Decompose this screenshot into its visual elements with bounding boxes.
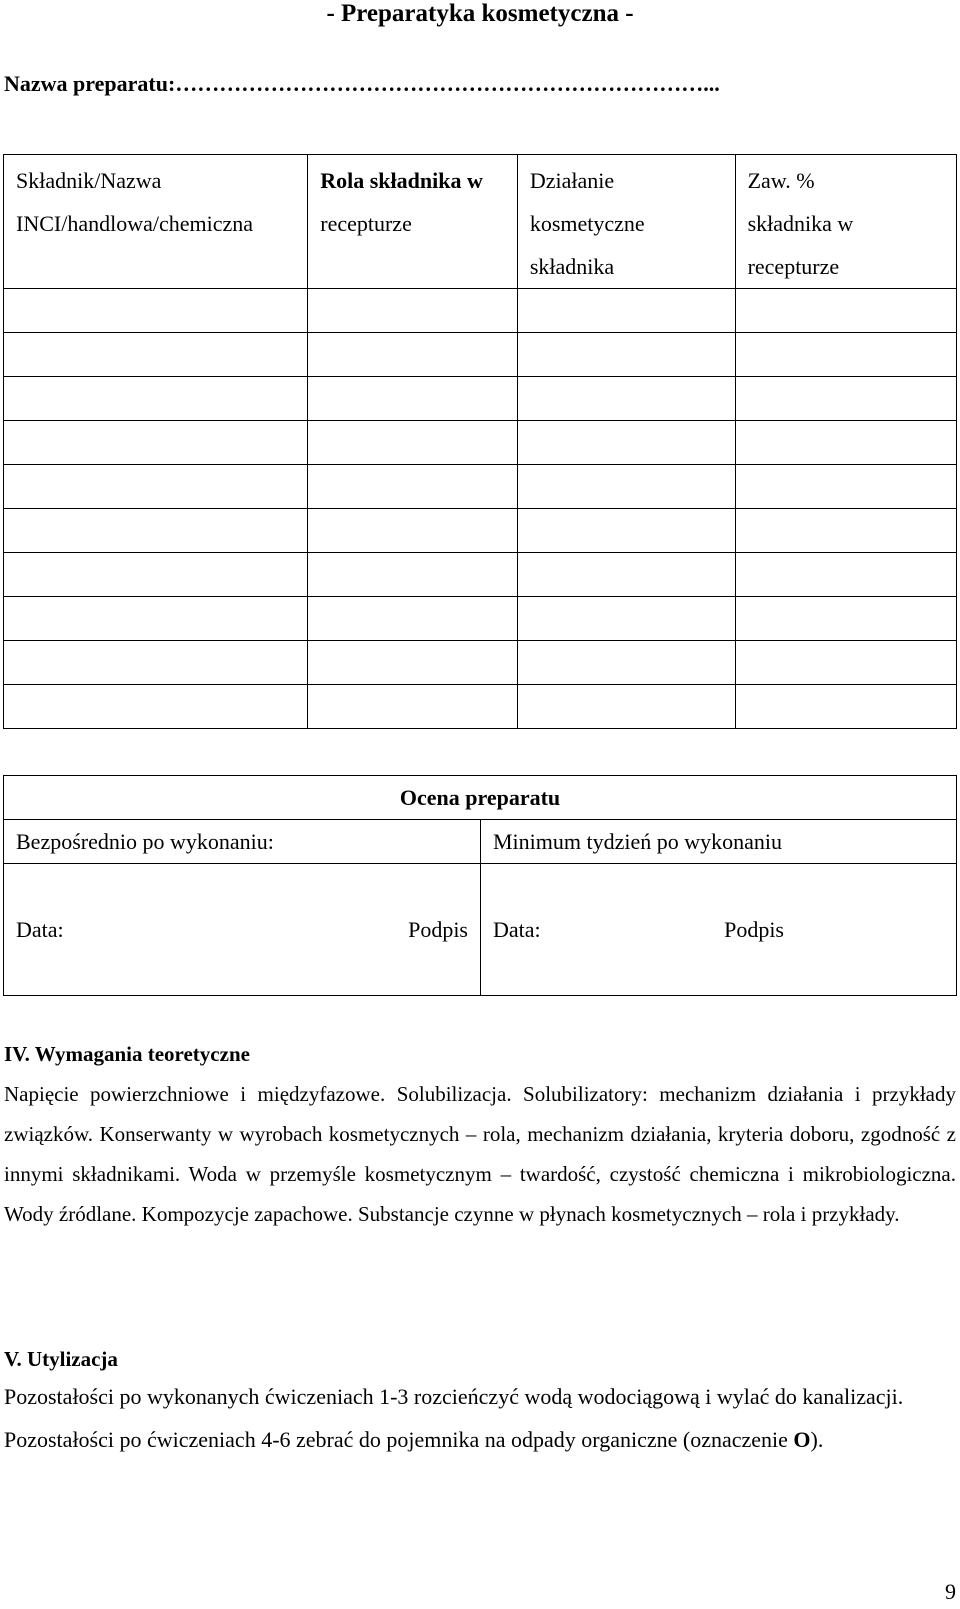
table-cell[interactable]	[4, 289, 308, 333]
table-cell[interactable]	[4, 333, 308, 377]
table-cell[interactable]	[735, 597, 956, 641]
disposal-marker: O	[793, 1427, 811, 1452]
preparation-name-field[interactable]: Nazwa preparatu:………………………………………………………………...	[4, 71, 720, 96]
table-cell[interactable]	[4, 641, 308, 685]
table-cell[interactable]	[517, 377, 735, 421]
table-cell[interactable]	[4, 509, 308, 553]
section-theoretical-requirements	[4, 1040, 956, 1234]
signature-label: Podpis	[408, 916, 468, 942]
table-cell[interactable]	[308, 333, 518, 377]
table-cell[interactable]	[735, 553, 956, 597]
header-line: składnika	[529, 254, 615, 279]
section-text: Napięcie powierzchniowe i międzyfazowe. Solubilizacja. Solubilizatory: mechanizm działania i przykłady związków. Konserwanty w wyrobach kosmetycznych – rola, mechanizm działania, kryteria doboru, zgodność z innymi składnikami. Woda w przemyśle kosmetycznym – twardość, czystość chemiczna i mikrobiologiczna. Wody źródlane. Kompozycje zapachowe. Substancje czynne w płynach kosmetycznych – rola i przykłady.	[4, 1082, 956, 1226]
column-header-role	[308, 155, 518, 289]
table-header-row	[4, 155, 957, 289]
table-cell[interactable]	[4, 377, 308, 421]
table-cell[interactable]	[4, 685, 308, 729]
table-row	[4, 465, 957, 509]
table-cell[interactable]	[735, 509, 956, 553]
table-cell[interactable]	[4, 597, 308, 641]
assessment-week-label: Minimum tydzień po wykonaniu	[481, 820, 957, 864]
disposal-text-end: ).	[810, 1427, 824, 1452]
ingredients-table-body	[4, 289, 957, 729]
table-cell[interactable]	[517, 509, 735, 553]
table-row	[4, 421, 957, 465]
table-cell[interactable]	[735, 465, 956, 509]
date-label: Data:	[493, 916, 541, 942]
table-row	[4, 377, 957, 421]
table-cell[interactable]	[517, 465, 735, 509]
header-line: Działanie	[529, 168, 615, 193]
table-cell[interactable]	[735, 377, 956, 421]
assessment-immediate-sign-cell[interactable]	[4, 864, 481, 996]
table-row	[4, 597, 957, 641]
table-cell[interactable]	[4, 421, 308, 465]
table-cell[interactable]	[308, 509, 518, 553]
table-cell[interactable]	[735, 641, 956, 685]
section-disposal	[4, 1345, 956, 1461]
table-row	[4, 553, 957, 597]
table-cell[interactable]	[308, 421, 518, 465]
header-line: Zaw. %	[747, 168, 815, 193]
table-cell[interactable]	[517, 289, 735, 333]
header-line: INCI/handlowa/chemiczna	[16, 211, 254, 236]
page-number: 9	[945, 1579, 956, 1604]
header-line: kosmetyczne	[529, 211, 645, 236]
header-line: Rola składnika w	[320, 168, 483, 193]
section-text	[4, 1375, 956, 1461]
table-cell[interactable]	[308, 289, 518, 333]
table-cell[interactable]	[308, 465, 518, 509]
table-cell[interactable]	[308, 685, 518, 729]
header-line: składnika w	[747, 211, 854, 236]
disposal-text: Pozostałości po wykonanych ćwiczeniach 1-3 rozcieńczyć wodą wodociągową i wylać do kanalizacji. Pozostałości po ćwiczeniach 4-6 zebrać do pojemnika na odpady organiczne (oznaczenie	[4, 1384, 904, 1452]
table-cell[interactable]	[308, 597, 518, 641]
table-cell[interactable]	[308, 641, 518, 685]
ingredients-table	[3, 154, 957, 729]
table-cell[interactable]	[735, 333, 956, 377]
table-row	[4, 509, 957, 553]
assessment-header: Ocena preparatu	[4, 776, 957, 820]
document-title: - Preparatyka kosmetyczna -	[326, 0, 634, 27]
section-heading: IV. Wymagania teoretyczne	[4, 1042, 250, 1066]
header-line: Składnik/Nazwa	[16, 168, 162, 193]
table-cell[interactable]	[308, 377, 518, 421]
table-cell[interactable]	[735, 421, 956, 465]
assessment-table	[3, 775, 957, 996]
table-cell[interactable]	[4, 465, 308, 509]
table-cell[interactable]	[308, 553, 518, 597]
table-row	[4, 641, 957, 685]
table-cell[interactable]	[517, 553, 735, 597]
table-cell[interactable]	[517, 421, 735, 465]
table-row	[4, 333, 957, 377]
table-cell[interactable]	[517, 641, 735, 685]
header-line: recepturze	[320, 211, 412, 236]
column-header-percentage	[735, 155, 956, 289]
table-cell[interactable]	[517, 597, 735, 641]
date-label: Data:	[16, 916, 64, 942]
signature-label: Podpis	[724, 916, 784, 942]
table-cell[interactable]	[4, 553, 308, 597]
assessment-week-sign-cell[interactable]	[481, 864, 957, 996]
table-cell[interactable]	[735, 289, 956, 333]
table-row	[4, 289, 957, 333]
section-heading: V. Utylizacja	[4, 1347, 118, 1371]
assessment-immediate-label: Bezpośrednio po wykonaniu:	[4, 820, 481, 864]
header-line: recepturze	[747, 254, 840, 279]
column-header-ingredient-name	[4, 155, 308, 289]
table-row	[4, 685, 957, 729]
column-header-cosmetic-action	[517, 155, 735, 289]
table-cell[interactable]	[735, 685, 956, 729]
table-cell[interactable]	[517, 333, 735, 377]
table-cell[interactable]	[517, 685, 735, 729]
